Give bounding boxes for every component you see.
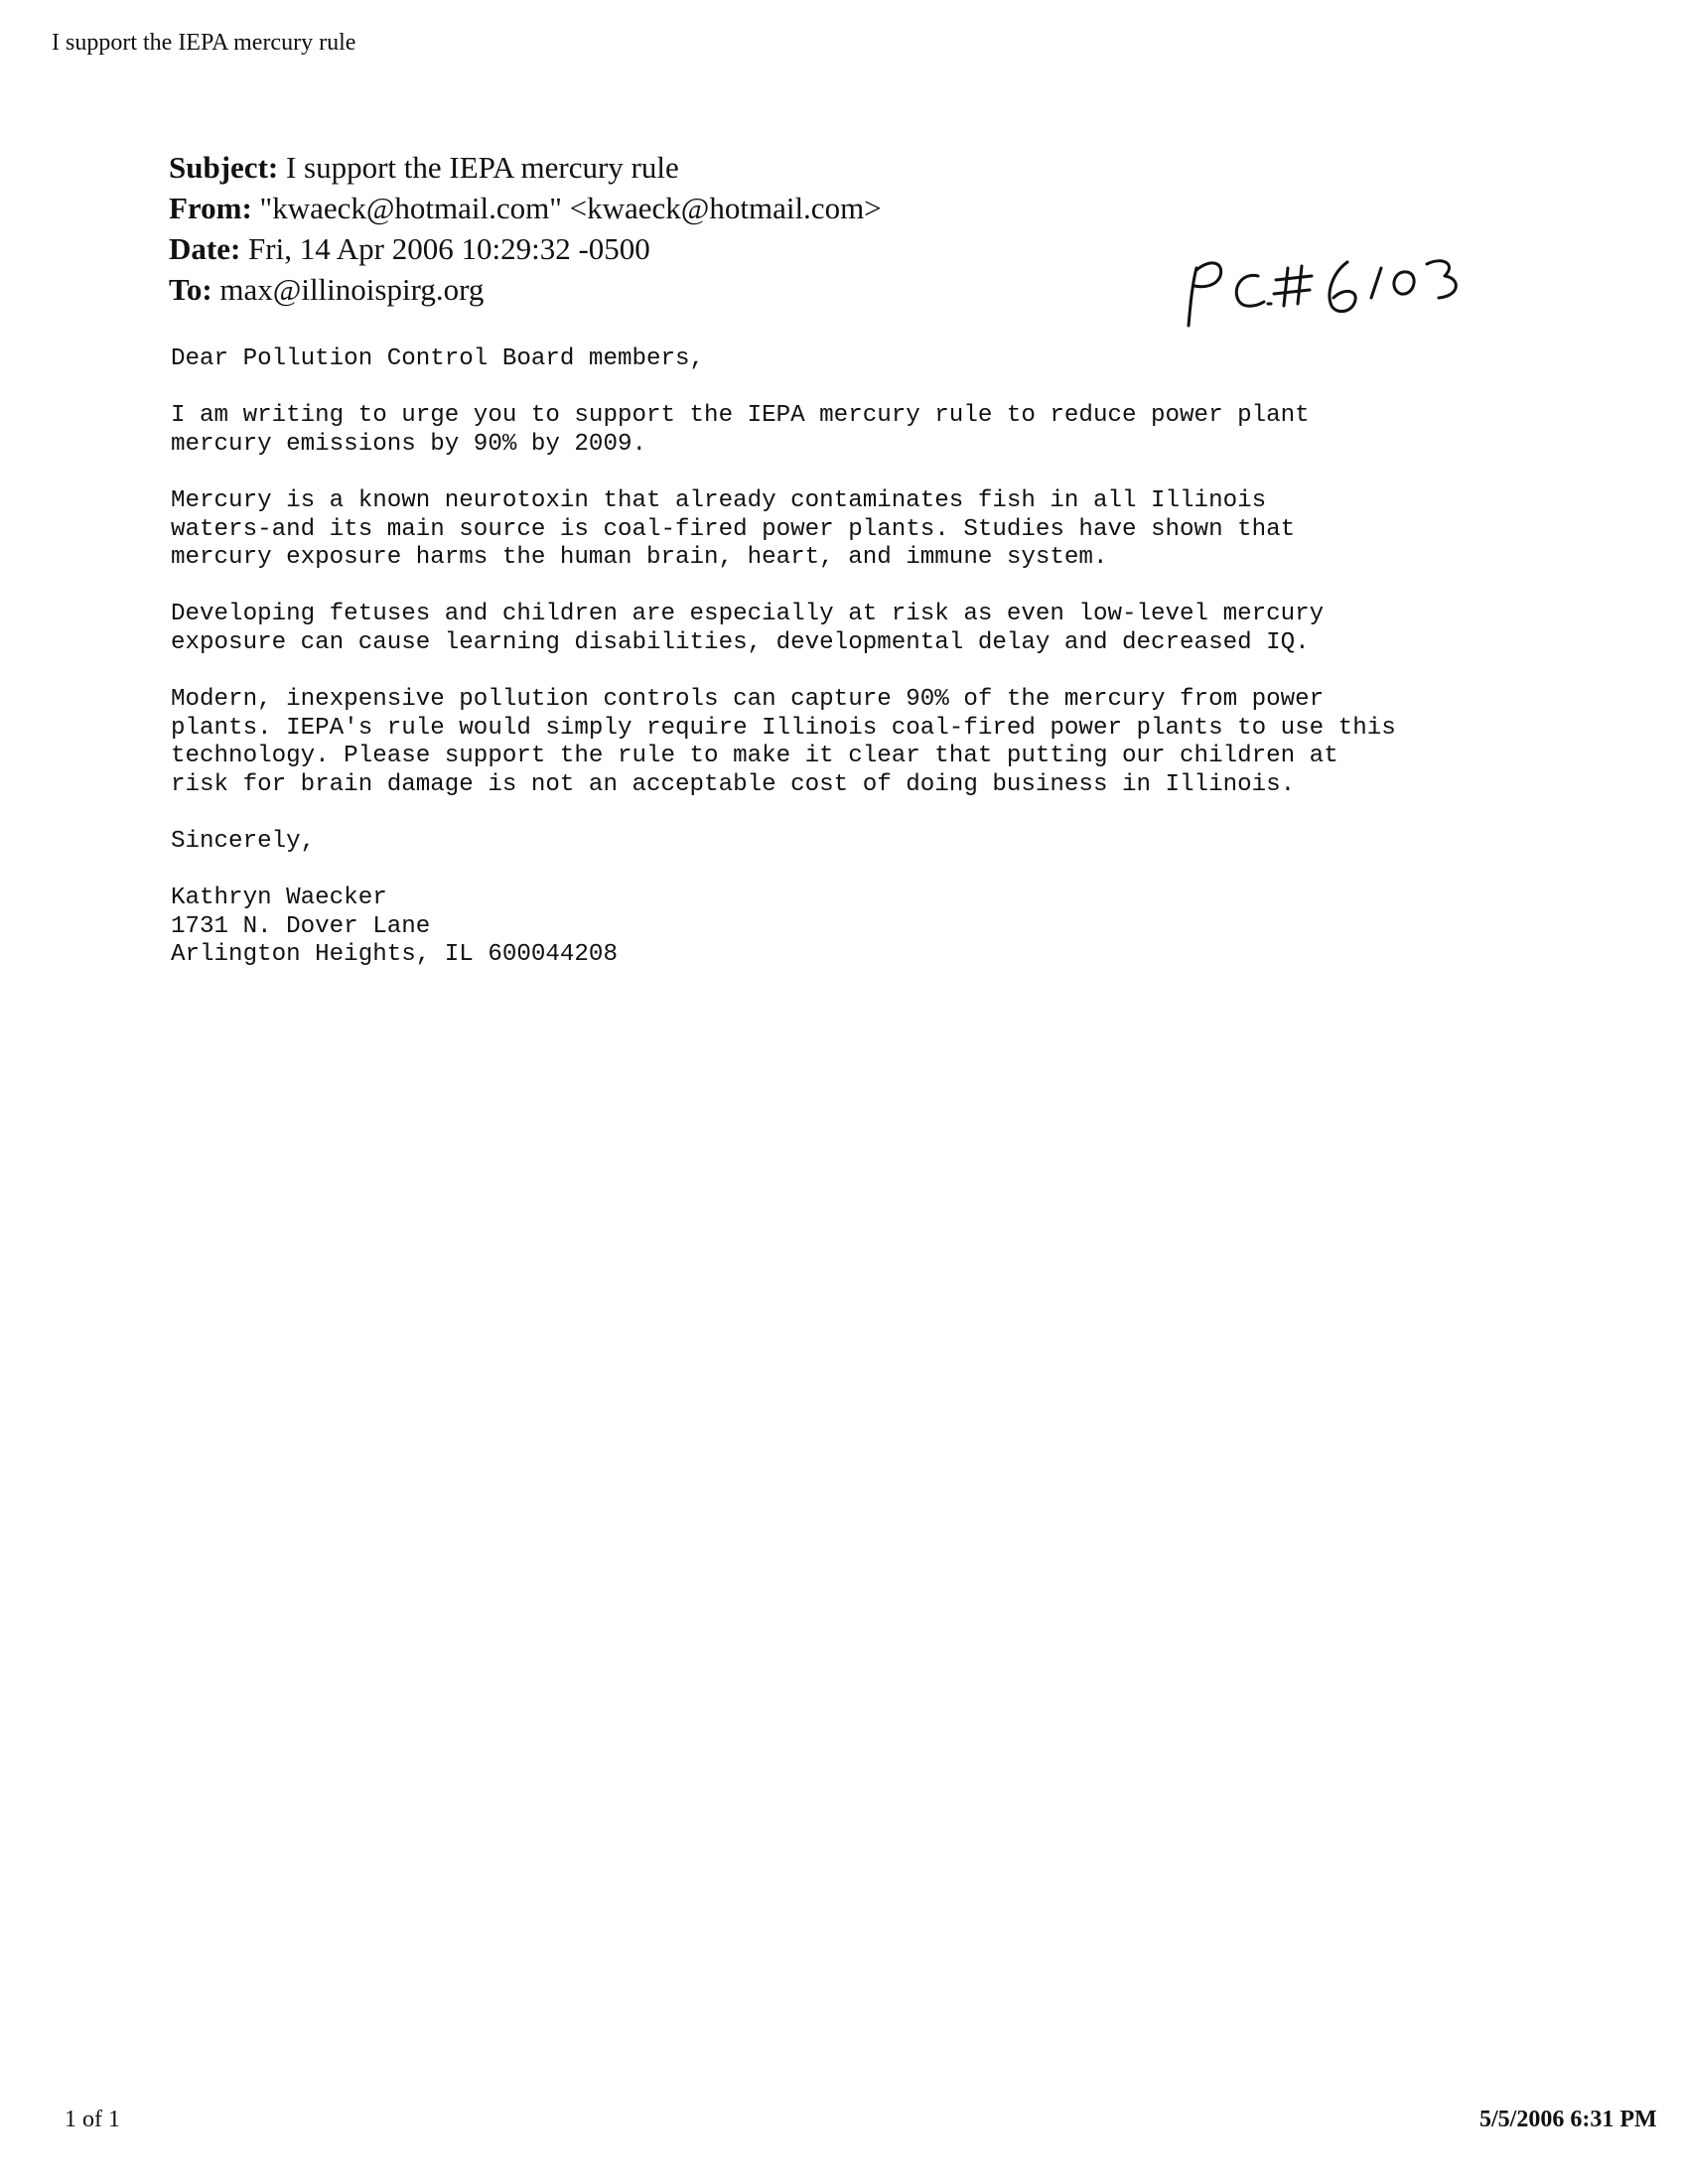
footer-page-number: 1 of 1: [65, 2107, 120, 2132]
signature-address-line-2: Arlington Heights, IL 600044208: [171, 941, 618, 969]
email-body: [171, 345, 1561, 970]
signature-block: [171, 885, 1561, 970]
body-paragraph: I am writing to urge you to support the IEPA mercury rule to reduce power plant mercury emissions by 90% by 2009.: [171, 402, 1310, 458]
from-label: From:: [169, 191, 252, 225]
subject-label: Subject:: [169, 150, 279, 185]
to-row: [169, 269, 882, 310]
footer-timestamp: 5/5/2006 6:31 PM: [1479, 2107, 1657, 2132]
body-paragraph: Modern, inexpensive pollution controls can capture 90% of the mercury from power plants. IEPA's rule would simply require Illinois coal-fired power plants to use this technology. Please support the rule to make it clear that putting our children at risk for brain damage is not an acceptable cost of doing business in Illinois.: [171, 686, 1396, 798]
date-label: Date:: [169, 231, 241, 266]
subject-row: [169, 147, 882, 188]
body-paragraph: Developing fetuses and children are especially at risk as even low-level mercury exposure can cause learning disabilities, developmental delay and decreased IQ.: [171, 601, 1325, 656]
from-row: [169, 188, 882, 228]
email-headers: [169, 147, 882, 310]
date-row: [169, 228, 882, 269]
greeting: Dear Pollution Control Board members,: [171, 345, 705, 372]
closing: Sincerely,: [171, 828, 316, 856]
to-value: max@illinoispirg.org: [219, 272, 485, 307]
from-value: "kwaeck@hotmail.com" <kwaeck@hotmail.com>: [259, 191, 882, 225]
signature-name: Kathryn Waecker: [171, 885, 387, 912]
date-value: Fri, 14 Apr 2006 10:29:32 -0500: [248, 231, 650, 266]
page-header-title: I support the IEPA mercury rule: [52, 30, 356, 56]
body-paragraph: Mercury is a known neurotoxin that already contaminates fish in all Illinois waters-and its main source is coal-fired power plants. Studies have shown that mercury exposure harms the human brain, heart, and immune system.: [171, 486, 1296, 572]
signature-address-line-1: 1731 N. Dover Lane: [171, 912, 431, 940]
handwritten-stamp-pc-number: [1177, 248, 1494, 357]
to-label: To:: [169, 272, 212, 307]
subject-value: I support the IEPA mercury rule: [285, 150, 679, 185]
